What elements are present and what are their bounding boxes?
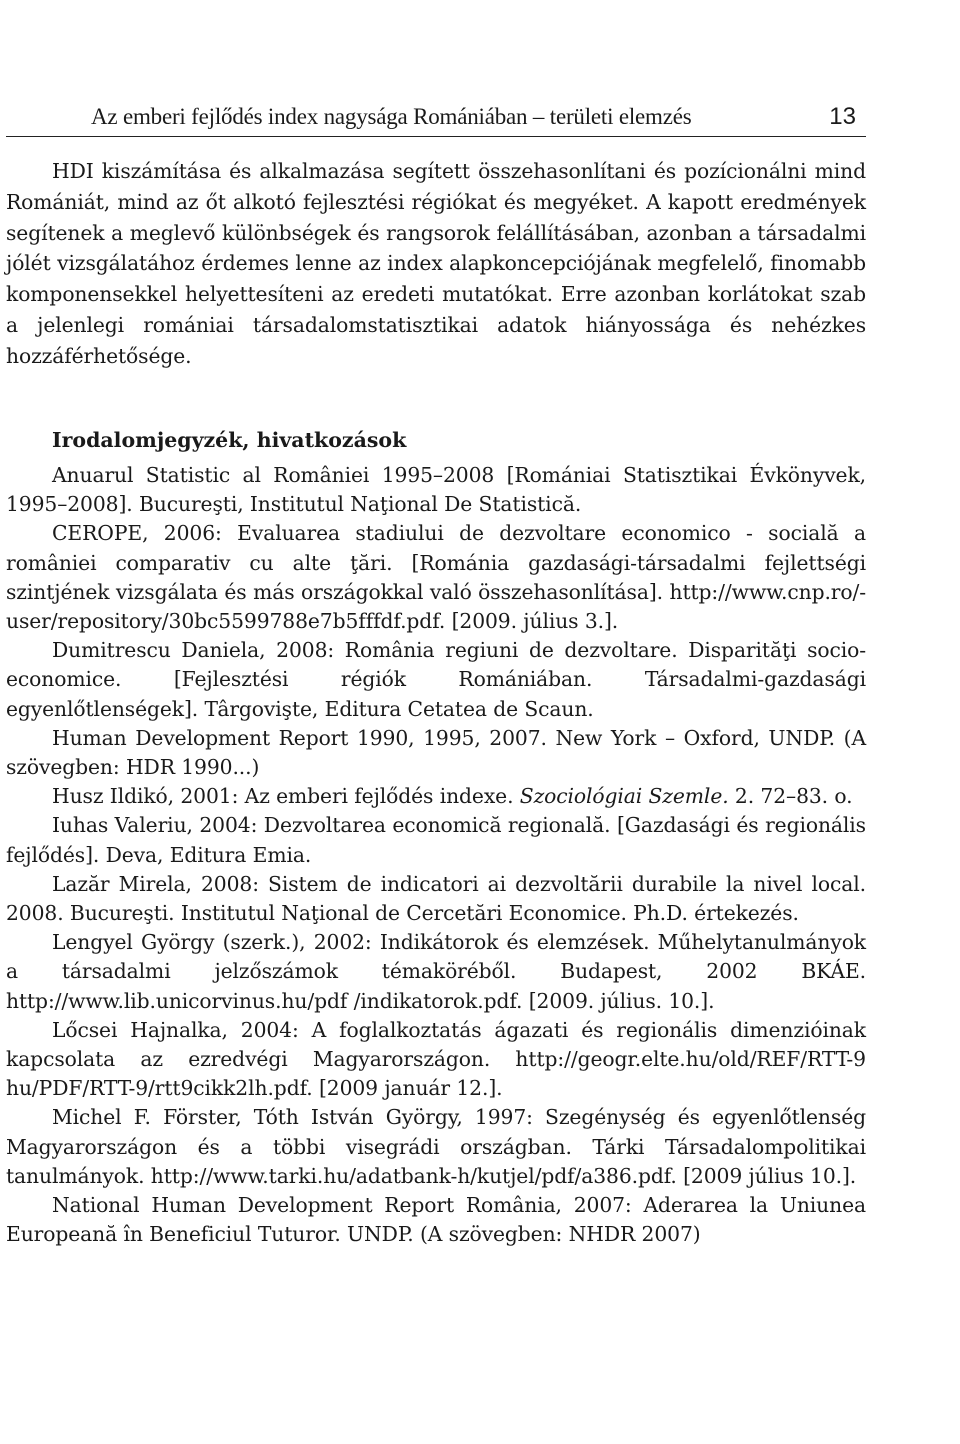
page-number: 13 xyxy=(829,103,856,130)
reference-item: Dumitrescu Daniela, 2008: România regiuni de dezvoltare. Disparităţi socio-economice. [Fejlesztési régiók Romániában. Társadalmi-gazdasági egyenlőtlenségek]. Târgovişte, Editura Cetatea de Scaun. xyxy=(6,638,866,721)
body-paragraph: HDI kiszámítása és alkalmazása segített összehasonlítani és pozícionálni mind Romániát, mind az őt alkotó fejlesztési régiókat és megyéket. A kapott eredmények segítenek a meglevő különbségek és rangsorok felállításában, azonban a társadalmi jólét vizsgálatához érdemes lenne az index alapkoncepciójának megfelelő, finomabb komponensekkel helyettesíteni az eredeti mutatókat. Erre azonban korlátokat szab a jelenlegi romániai társadalomstatisztikai adatok hiányossága és nehézkes hozzáférhetősége. xyxy=(6,159,866,368)
reference-item: Anuarul Statistic al României 1995–2008 [Romániai Statisztikai Évkönyvek, 1995–2008]. Bucureşti, Institutul Naţional De Statistică. xyxy=(6,463,866,517)
running-header xyxy=(6,100,866,137)
journal-title: Szociológiai Szemle. xyxy=(519,784,729,809)
body-text xyxy=(6,156,866,372)
reference-item: Michel F. Förster, Tóth István György, 1997: Szegénység és egyenlőtlenség Magyarországon és a többi visegrádi országban. Tárki Társadalompolitikai tanulmányok. http://www.tarki.hu/adatbank-h/kutjel/pdf/a386.pdf. [2009 július 10.]. xyxy=(6,1105,866,1188)
running-title: Az emberi fejlődés index nagysága Romániában – területi elemzés xyxy=(91,104,692,129)
reference-item: Human Development Report 1990, 1995, 2007. New York – Oxford, UNDP. (A szövegben: HDR 1990...) xyxy=(6,725,866,780)
reference-text: 2. 72–83. o. xyxy=(728,784,853,809)
reference-item: Lazăr Mirela, 2008: Sistem de indicatori ai dezvoltării durabile la nivel local. 2008. Bucureşti. Institutul Naţional de Cercetări Economice. Ph.D. értekezés. xyxy=(6,871,866,926)
reference-text: Husz Ildikó, 2001: Az emberi fejlődés indexe. xyxy=(52,784,520,809)
references-section xyxy=(6,425,866,1249)
reference-item: National Human Development Report România, 2007: Aderarea la Uniunea Europeană în Beneficiul Tuturor. UNDP. (A szövegben: NHDR 2007) xyxy=(6,1193,866,1247)
reference-item: Iuhas Valeriu, 2004: Dezvoltarea economică regională. [Gazdasági és regionális fejlődés]. Deva, Editura Emia. xyxy=(6,813,866,867)
reference-item: Lőcsei Hajnalka, 2004: A foglalkoztatás ágazati és regionális dimenzióinak kapcsolata az ezredvégi Magyarországon. http://geogr.elte.hu/old/REF/RTT-9 hu/PDF/RTT-9/rtt9cikk2lh.pdf. [2009 január 12.]. xyxy=(6,1017,866,1101)
reference-item xyxy=(6,782,866,811)
reference-item: CEROPE, 2006: Evaluarea stadiului de dezvoltare economico - socială a româniei comparativ cu alte ţări. [Románia gazdasági-társadalmi fejlettségi szintjének vizsgálata és más országokkal való összehasonlítása]. http://www.cnp.ro/-user/repository/30bc5599788e7b5fffdf.pdf. [2009. július 3.]. xyxy=(6,521,866,634)
references-heading: Irodalomjegyzék, hivatkozások xyxy=(52,428,407,452)
reference-item: Lengyel György (szerk.), 2002: Indikátorok és elemzések. Műhelytanulmányok a társadalmi jelzőszámok témaköréből. Budapest, 2002 BKÁE. http://www.lib.unicorvinus.hu/pdf /indikatorok.pdf. [2009. július. 10.]. xyxy=(6,930,866,1013)
